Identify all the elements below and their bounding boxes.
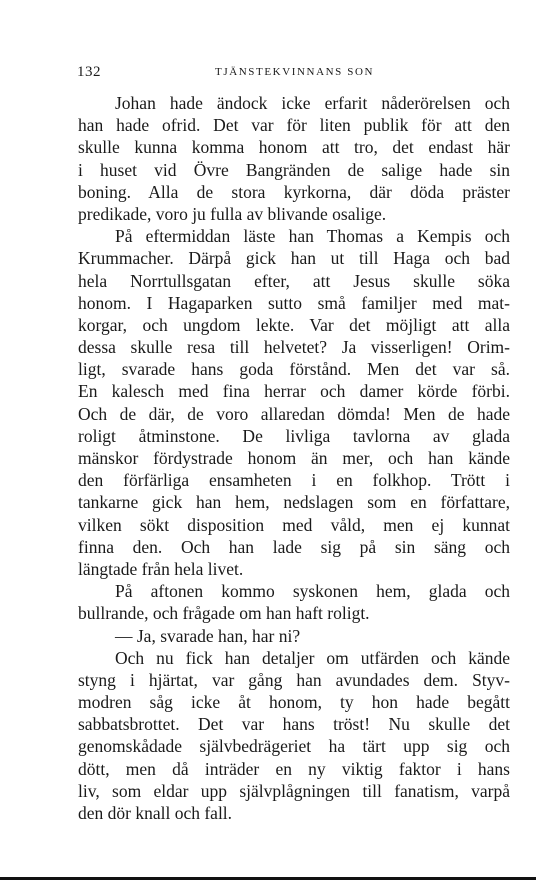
text-line: finna den. Och han lade sig på sin säng och <box>78 536 510 557</box>
text-line: mänskor fördystrade honom än mer, och han kände <box>78 448 510 468</box>
text-line: hela Norrtullsgatan efter, att Jesus skulle söka <box>78 270 510 291</box>
text-line: den förfärliga ensamheten i en folkhop. Trött i <box>78 470 510 491</box>
text-line: genomskådade självbedrägeriet ha tärt upp sig och <box>78 736 510 757</box>
text-line: boning. Alla de stora kyrkorna, där döda präster <box>78 181 510 202</box>
text-line: En kalesch med fina herrar och damer körde förbi. <box>78 381 510 402</box>
text-line: Krummacher. Därpå gick han ut till Haga och bad <box>78 248 510 269</box>
text-line: modren såg icke åt honom, ty hon hade begått <box>78 692 510 713</box>
text-line: roligt åtminstone. De livliga tavlorna av glada <box>78 425 510 446</box>
text-line: den dör knall och fall. <box>78 803 233 823</box>
text-line: På aftonen kommo syskonen hem, glada och <box>115 581 510 602</box>
body-text <box>78 92 510 824</box>
text-line: predikade, voro ju fulla av blivande osalige. <box>78 203 387 224</box>
page-number: 132 <box>77 64 101 80</box>
text-line: På eftermiddan läste han Thomas a Kempis och <box>115 226 510 247</box>
text-line: dött, men då inträder en ny viktig faktor i hans <box>78 758 510 779</box>
text-line: korgar, och ungdom lekte. Var det möjligt att alla <box>78 314 510 335</box>
text-line: skulle kunna komma honom att tro, det endast här <box>78 137 510 158</box>
text-line: liv, som eldar upp självplågningen till fanatism, varpå <box>78 780 510 801</box>
text-line: honom. I Hagaparken sutto små familjer med mat- <box>78 292 510 313</box>
text-line: dessa skulle resa till helvetet? Ja visserligen! Orim- <box>78 337 510 358</box>
text-line: ligt, svarade hans goda förstånd. Men det var så. <box>78 359 510 380</box>
text-line: i huset vid Övre Bangränden de salige hade sin <box>78 159 510 180</box>
text-line: styng i hjärtat, var gång han avundades dem. Styv- <box>78 669 510 690</box>
text-line: han hade ofrid. Det var för liten publik för att den <box>78 115 510 136</box>
text-line: sabbatsbrottet. Det var hans tröst! Nu skulle det <box>78 714 510 735</box>
text-line: tankarne gick han hem, nedslagen som en författare, <box>78 492 510 513</box>
text-line: Johan hade ändock icke erfarit nåderörelsen och <box>115 93 510 113</box>
text-line: bullrande, och frågade om han haft roligt. <box>78 603 370 624</box>
text-line: vilken sökt disposition med våld, men ej kunnat <box>78 514 510 535</box>
text-line: längtade från hela livet. <box>78 558 244 579</box>
text-line: Och de där, de voro allaredan dömda! Men de hade <box>78 403 510 424</box>
text-line: Och nu fick han detaljer om utfärden och kände <box>115 647 510 668</box>
running-head: TJÄNSTEKVINNANS SON <box>215 66 375 78</box>
page-header <box>77 64 513 84</box>
text-line: — Ja, svarade han, har ni? <box>115 625 301 646</box>
